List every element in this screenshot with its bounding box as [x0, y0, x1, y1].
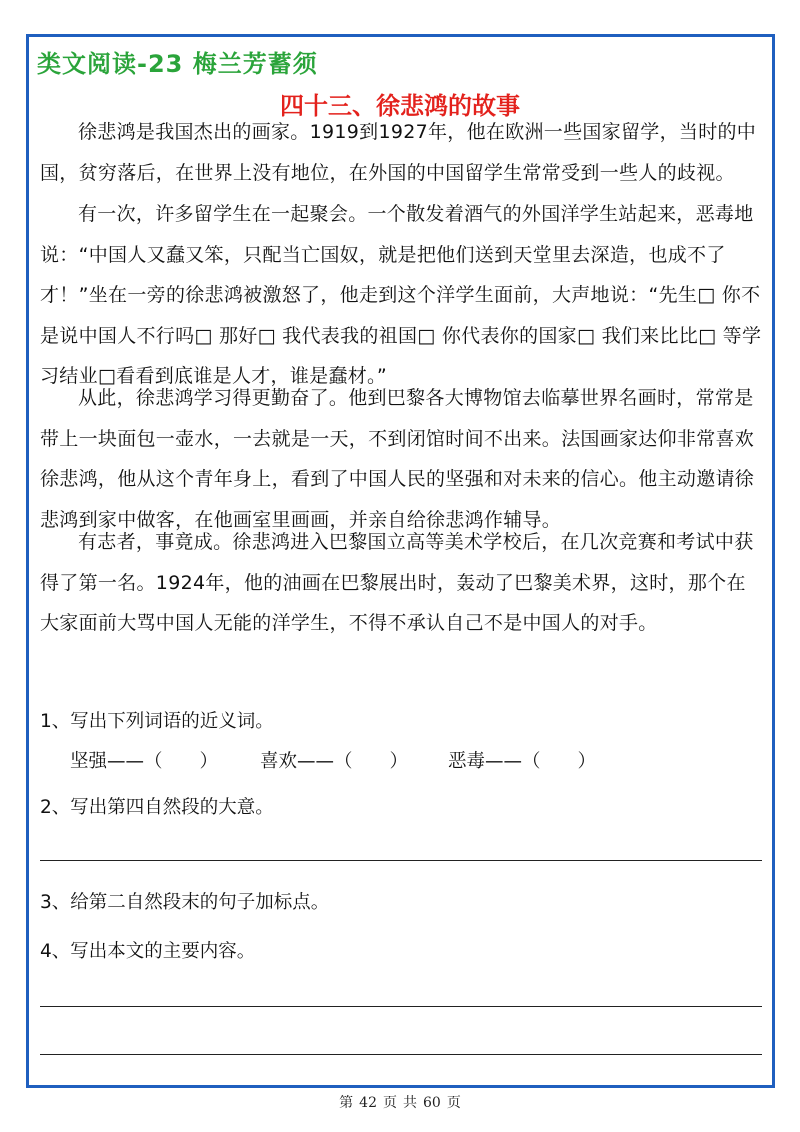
answer-line-q2 [40, 860, 762, 861]
paragraph-4: 有志者，事竟成。徐悲鸿进入巴黎国立高等美术学校后，在几次竞赛和考试中获得了第一名。1924年，他的油画在巴黎展出时，轰动了巴黎美术界，这时，那个在大家面前大骂中国人无能的洋学生，不得不承认自己不是中国人的对手。 [40, 531, 754, 634]
answer-line-q4-2 [40, 1054, 762, 1055]
synonym-item-3: 恶毒——（ ） [448, 751, 597, 772]
story-title: 四十三、徐悲鸿的故事 [280, 92, 520, 120]
series-header: 类文阅读-23 梅兰芳蓄须 [37, 50, 318, 78]
answer-line-q4-1 [40, 1006, 762, 1007]
paragraph-1: 徐悲鸿是我国杰出的画家。1919到1927年，他在欧洲一些国家留学，当时的中国，贫穷落后，在世界上没有地位，在外国的中国留学生常常受到一些人的歧视。 [40, 121, 757, 184]
question-2: 2、写出第四自然段的大意。 [40, 797, 274, 818]
page-footer [0, 1092, 800, 1112]
footer-label-page: 第 [339, 1095, 354, 1111]
synonym-item-1: 坚强——（ ） [70, 751, 219, 772]
synonym-item-2: 喜欢——（ ） [260, 751, 409, 772]
footer-label-ye: 页 [383, 1095, 397, 1111]
footer-label-total: 共 [403, 1095, 417, 1111]
question-1: 1、写出下列词语的近义词。 [40, 711, 274, 732]
footer-total-pages: 60 [423, 1095, 441, 1111]
question-3: 3、给第二自然段末的句子加标点。 [40, 892, 330, 913]
paragraph-3: 从此，徐悲鸿学习得更勤奋了。他到巴黎各大博物馆去临摹世界名画时，常常是带上一块面包一壶水，一去就是一天，不到闭馆时间不出来。法国画家达仰非常喜欢徐悲鸿，他从这个青年身上，看到了中国人民的坚强和对未来的信心。他主动邀请徐悲鸿到家中做客，在他画室里画画，并亲自给徐悲鸿作辅导。 [40, 387, 755, 531]
paragraph-2: 有一次，许多留学生在一起聚会。一个散发着酒气的外国洋学生站起来，恶毒地说：“中国人又蠢又笨，只配当亡国奴，就是把他们送到天堂里去深造，也成不了才！”坐在一旁的徐悲鸿被激怒了，他走到这个洋学生面前，大声地说：“先生□ 你不是说中国人不行吗□ 那好□ 我代表我的祖国□ 你代表你的国家□ 我们来比比□ 等学习结业□看看到底谁是人才，谁是蠢材。” [40, 203, 762, 387]
footer-label-ye2: 页 [446, 1095, 461, 1111]
footer-page-number: 42 [359, 1095, 377, 1111]
question-4: 4、写出本文的主要内容。 [40, 941, 256, 962]
